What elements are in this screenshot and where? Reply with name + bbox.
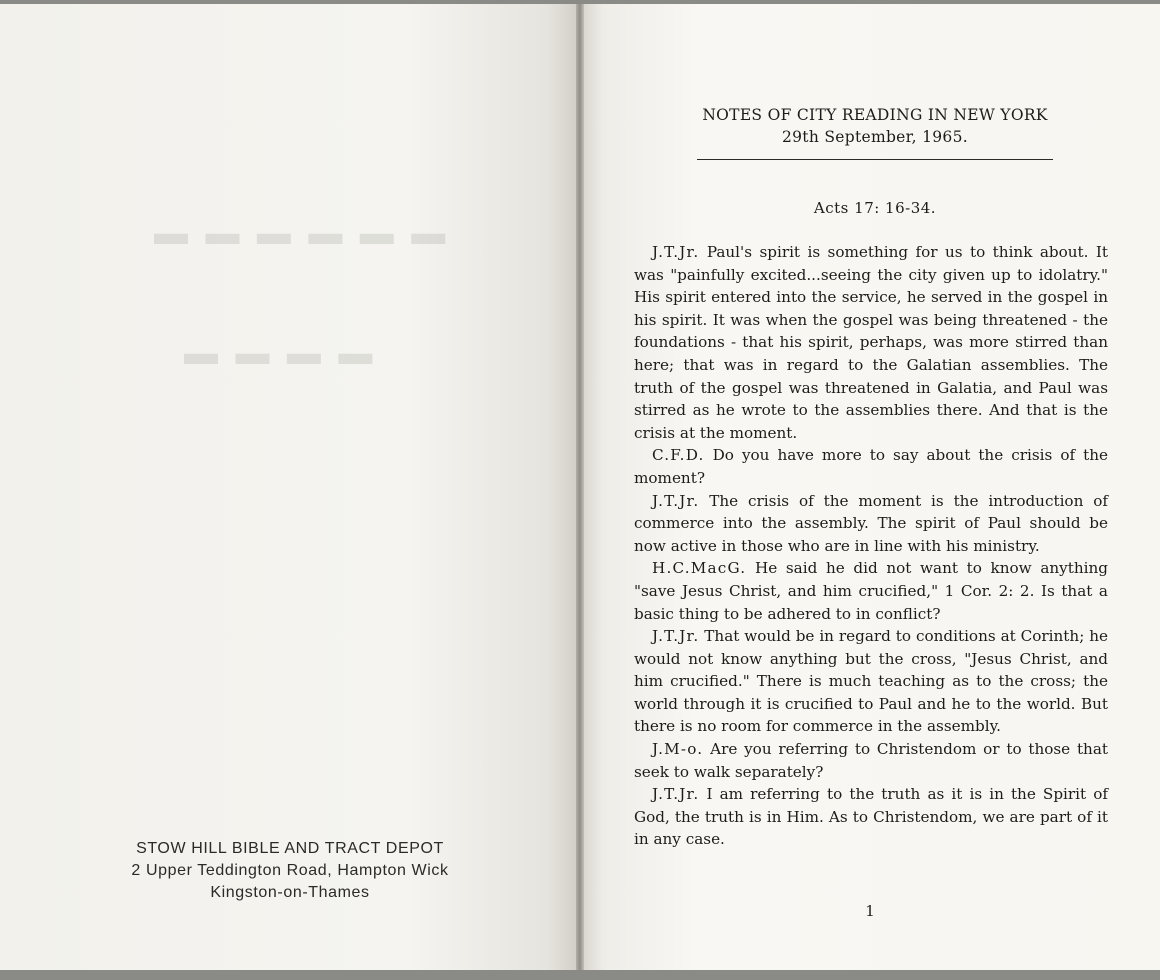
paragraph-text: Do you have more to say about the crisis of the moment?: [634, 446, 1108, 487]
showthrough-shadow: ▬ ▬ ▬ ▬ ▬ ▬: [150, 214, 446, 252]
publisher-city: Kingston-on-Thames: [210, 884, 370, 901]
paragraph-text: I am referring to the truth as it is in the Spirit of God, the truth is in Him. As to Christendom, we are part of it in any case.: [634, 785, 1109, 849]
book-gutter: [576, 4, 584, 970]
paragraph-text: Paul's spirit is something for us to think about. It was "painfully excited...seeing the city given up to idolatry." His spirit entered into the service, he served in the gospel in his spirit. It was when the gospel was being threatened - the foundations - that his spirit, perhaps, was more stirred than here; that was in regard to the Galatian assemblies. The truth of the gospel was threatened in Galatia, and Paul was stirred as he wrote to the assemblies there. And that is the crisis at the moment.: [634, 243, 1109, 442]
paragraph-text: That would be in regard to conditions at Corinth; he would not know anything but the cross, "Jesus Christ, and him crucified." There is much teaching as to the cross; the world through it is crucified to Paul and he to the world. But there is no room for commerce in the assembly.: [634, 627, 1108, 736]
paragraph-text: The crisis of the moment is the introduction of commerce into the assembly. The spirit of Paul should be now active in those who are in line with his ministry.: [634, 491, 1108, 555]
paragraph-text: Are you referring to Christendom or to those that seek to walk separately?: [634, 740, 1108, 781]
paragraph: [634, 490, 1108, 558]
speaker-initials: H.C.MacG.: [652, 559, 747, 578]
page-date: 29th September, 1965.: [781, 128, 968, 146]
speaker-initials: J.T.Jr.: [652, 491, 700, 510]
publisher-block: [60, 838, 520, 904]
page-number: 1: [865, 902, 875, 920]
paragraph: [634, 241, 1108, 444]
publisher-address: 2 Upper Teddington Road, Hampton Wick: [131, 862, 449, 879]
speaker-initials: J.T.Jr.: [652, 243, 700, 261]
left-page: [0, 4, 582, 970]
speaker-initials: J.M-o.: [652, 740, 704, 759]
speaker-initials: C.F.D.: [652, 446, 705, 465]
speaker-initials: J.T.Jr.: [652, 627, 700, 646]
paragraph: [634, 625, 1108, 738]
paragraph: [634, 738, 1108, 783]
speaker-initials: J.T.Jr.: [652, 785, 700, 804]
paragraph-text: He said he did not want to know anything "save Jesus Christ, and him crucified," 1 Cor. 2: 2. Is that a basic thing to be adhered to in conflict?: [634, 559, 1109, 623]
page-title: NOTES OF CITY READING IN NEW YORK: [702, 106, 1048, 124]
header-rule: [697, 159, 1053, 160]
scripture-reference: Acts 17: 16-34.: [813, 199, 937, 217]
page-header: [640, 104, 1110, 148]
paragraph: [634, 444, 1108, 489]
showthrough-shadow: ▬ ▬ ▬ ▬: [180, 334, 373, 372]
paragraph: [634, 557, 1108, 625]
publisher-name: STOW HILL BIBLE AND TRACT DEPOT: [136, 840, 444, 857]
reading-body: [634, 241, 1108, 851]
paragraph: [634, 783, 1108, 851]
